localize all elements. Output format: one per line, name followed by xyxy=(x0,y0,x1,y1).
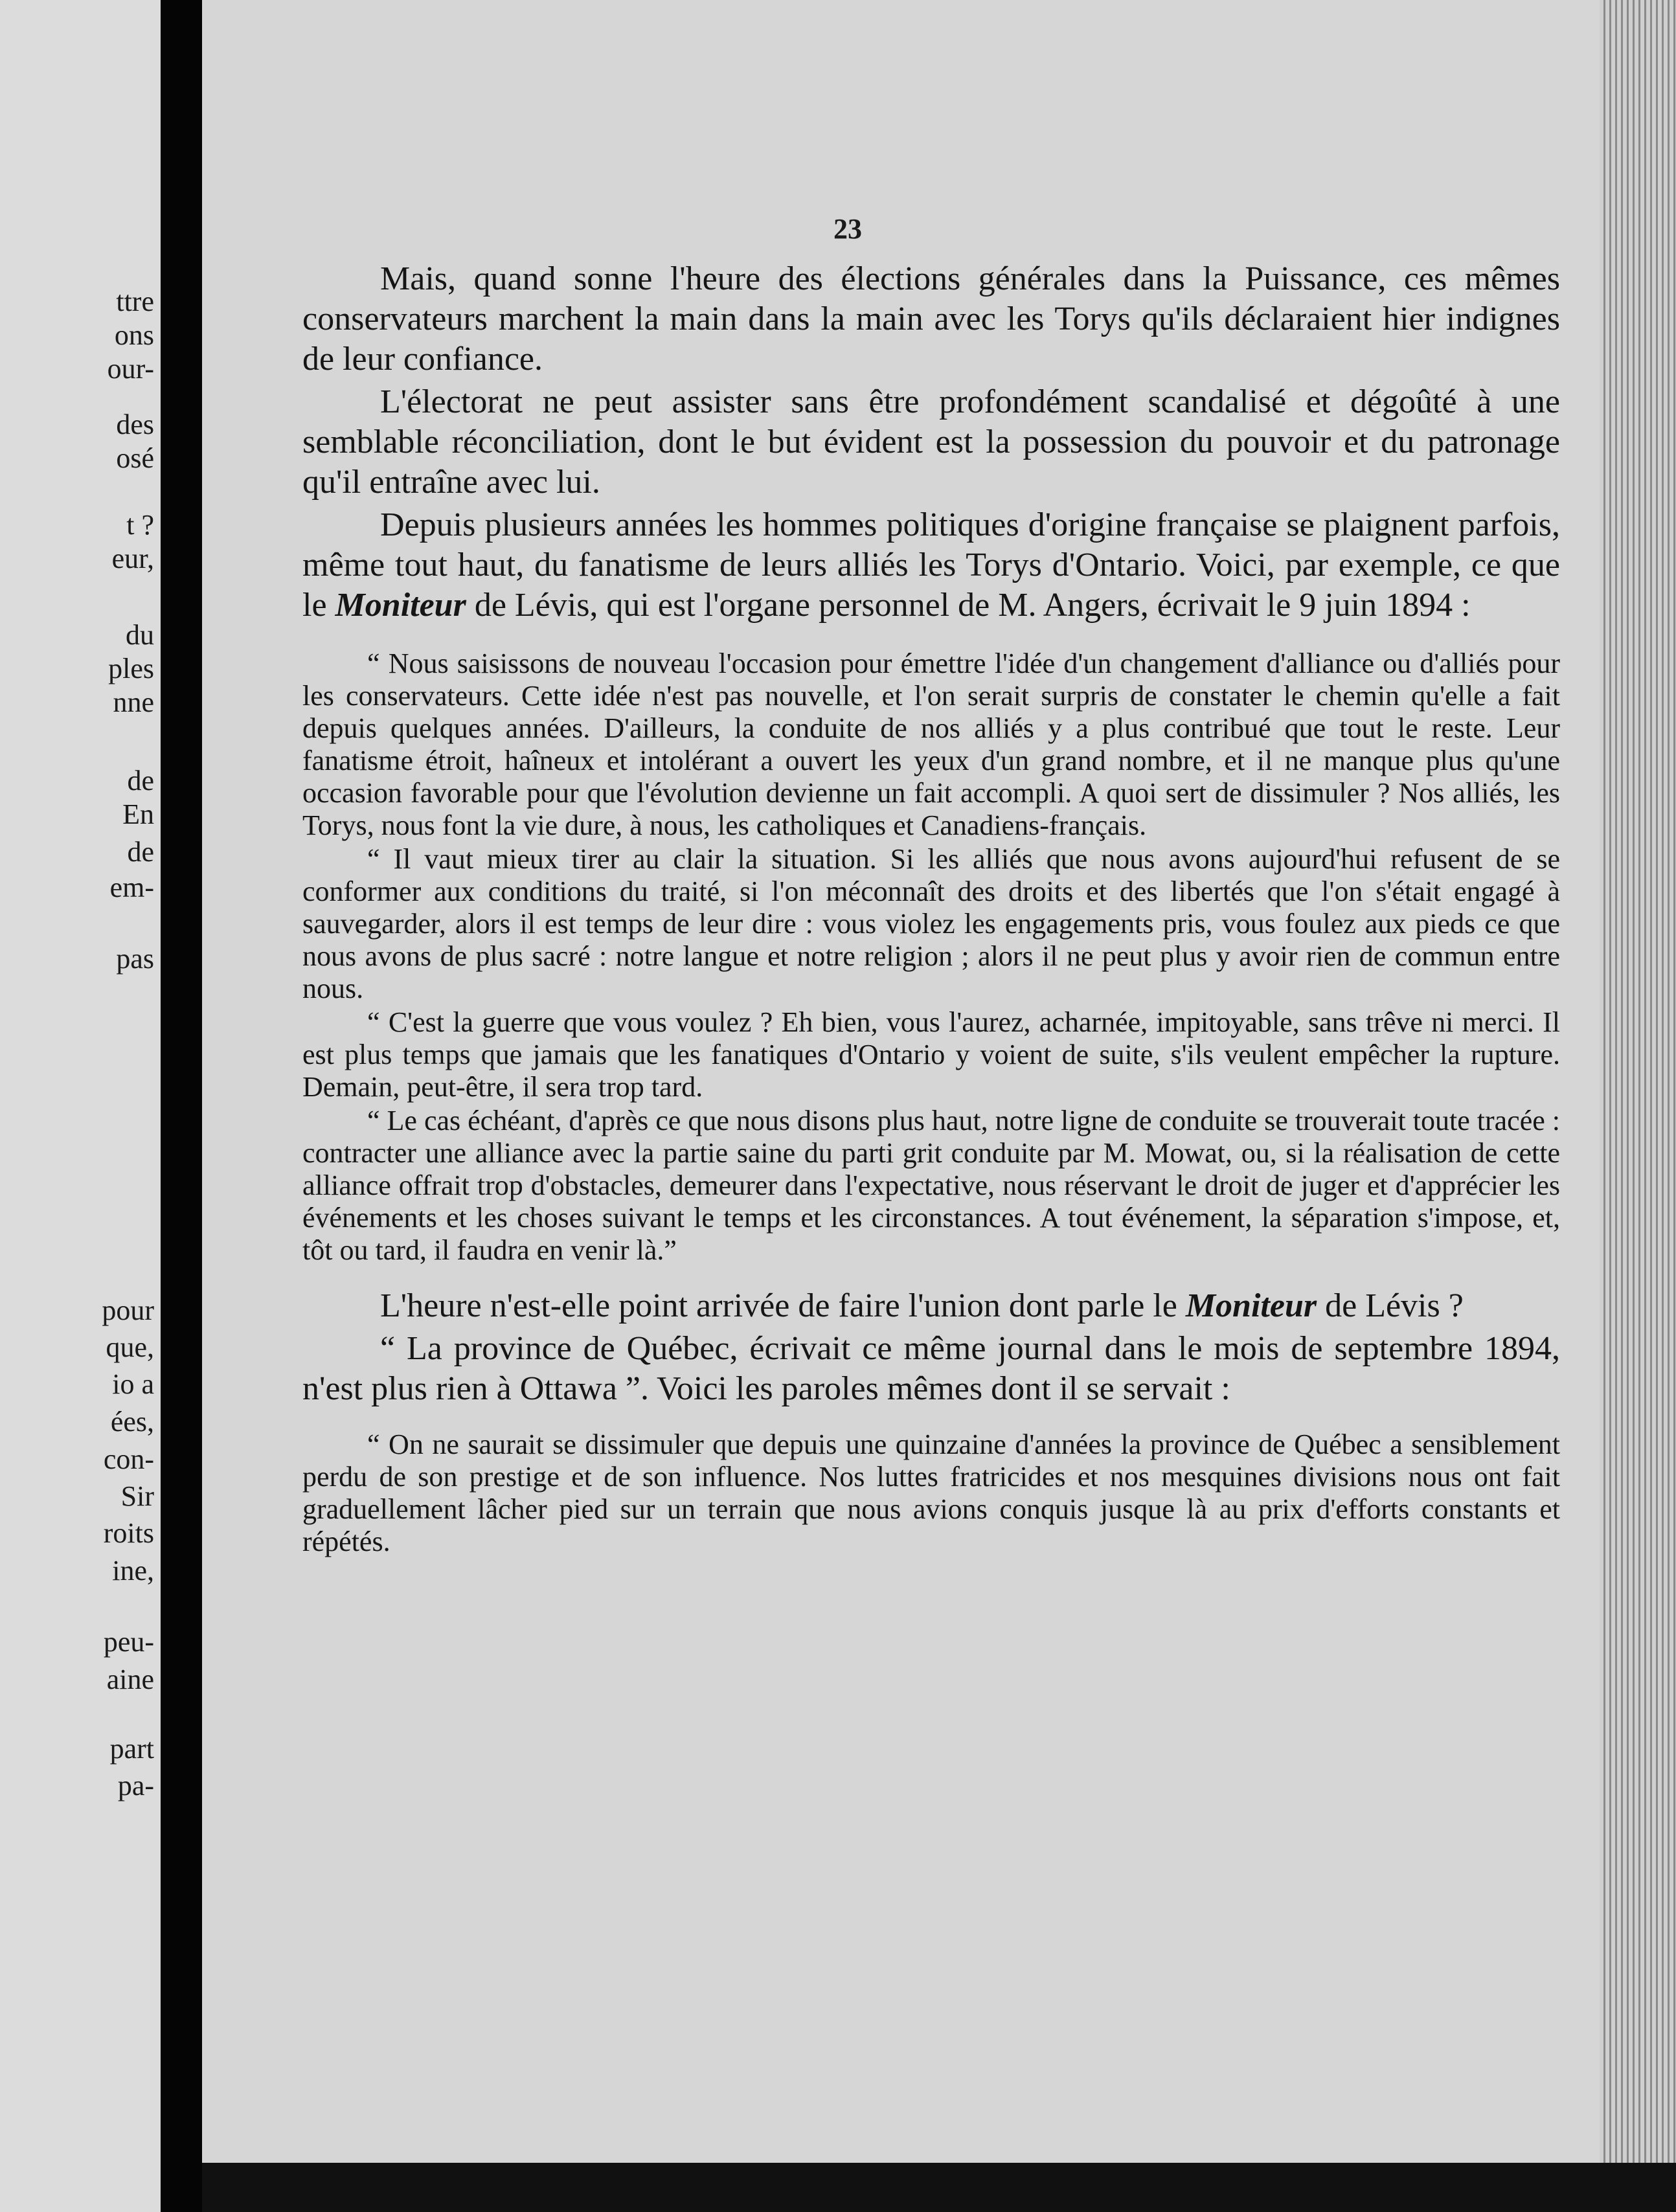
newspaper-title: Moniteur xyxy=(335,587,466,624)
fragment: em- xyxy=(109,872,154,903)
fragment: t ? xyxy=(126,509,154,541)
fragment: de xyxy=(127,765,154,796)
paragraph: “ La province de Québec, écrivait ce même journal dans le mois de septembre 1894, n'est plus rien à Ottawa ”. Voici les paroles mêmes dont il se servait : xyxy=(302,1330,1560,1407)
paragraph: Depuis plusieurs années les hommes politiques d'origine française se plaignent parfois, même tout haut, du fanatisme de leurs alliés les Torys d'Ontario. Voici, par exemple, ce que le Moniteur de Lévis, qui est l'organe personnel de M. Angers, écrivait le 9 juin 1894 : xyxy=(302,506,1560,624)
fragment: ttre xyxy=(116,286,154,317)
paragraph: Mais, quand sonne l'heure des élections générales dans la Puissance, ces mêmes conservateurs marchent la main dans la main avec les Torys qu'ils déclaraient hier indignes de leur confiance. xyxy=(302,260,1560,378)
quoted-paragraph: “ On ne saurait se dissimuler que depuis une quinzaine d'années la province de Québec a sensiblement perdu de son prestige et de son influence. Nos luttes fratricides et nos mesquines divisions nous ont fait graduellement lâcher pied sur un terrain que nous avions conquis jusque là au prix d'efforts constants et répétés. xyxy=(302,1428,1560,1557)
quoted-paragraph: “ C'est la guerre que vous voulez ? Eh bien, vous l'aurez, acharnée, impitoyable, sans trêve ni merci. Il est plus temps que jamais que les fanatiques d'Ontario y voient de suite, s'ils veulent empêcher la rupture. Demain, peut-être, il sera trop tard. xyxy=(302,1006,1560,1103)
fragment: de xyxy=(127,836,154,868)
fragment: des xyxy=(116,409,154,440)
fragment: ine, xyxy=(112,1555,154,1586)
fragment: eur, xyxy=(111,543,154,574)
page-body xyxy=(302,259,1560,1559)
fragment: ons xyxy=(114,319,154,351)
fragment: En xyxy=(122,798,154,830)
fragment: osé xyxy=(116,442,154,474)
fragment: io a xyxy=(112,1368,154,1400)
fragment: pa- xyxy=(117,1770,154,1801)
fragment: peu- xyxy=(103,1626,154,1658)
page-stack-edges xyxy=(1600,0,1676,2212)
fragment: ées, xyxy=(110,1406,154,1438)
fragment: Sir xyxy=(120,1480,154,1512)
facing-page-edge xyxy=(0,0,161,2212)
fragment: que, xyxy=(106,1331,154,1363)
newspaper-title: Moniteur xyxy=(1185,1287,1317,1324)
page-number: 23 xyxy=(833,213,862,245)
fragment: our- xyxy=(107,353,154,385)
fragment: pas xyxy=(116,943,154,975)
fragment: nne xyxy=(113,686,154,718)
fragment: aine xyxy=(106,1664,154,1695)
fragment: pour xyxy=(102,1294,154,1326)
quoted-paragraph: “ Il vaut mieux tirer au clair la situation. Si les alliés que nous avons aujourd'hui refusent de se conformer aux conditions du traité, si l'on méconnaît des droits et des libertés que l'on s'était engagé à sauvegarder, alors il est temps de leur dire : vous violez les engagements pris, vous foulez aux pieds ce que nous avons de plus sacré : notre langue et notre religion ; alors il ne peut plus y avoir rien de commun entre nous. xyxy=(302,843,1560,1004)
fragment: du xyxy=(126,619,154,651)
scan-bottom-border xyxy=(202,2163,1676,2212)
quoted-paragraph: “ Nous saisissons de nouveau l'occasion pour émettre l'idée d'un changement d'alliance ou d'alliés pour les conservateurs. Cette idée n'est pas nouvelle, et l'on serait surpris de constater le chemin qu'elle a fait depuis quelques années. D'ailleurs, la conduite de nos alliés y a plus contribué que tout le reste. Leur fanatisme étroit, haîneux et intolérant a ouvert les yeux d'un grand nombre, et il ne manque plus qu'une occasion favorable pour que l'évolution devienne un fait accompli. A quoi sert de dissimuler ? Nos alliés, les Torys, nous font la vie dure, à nous, les catholiques et Canadiens-français. xyxy=(302,648,1560,841)
fragment: con- xyxy=(103,1443,154,1475)
paragraph: L'électorat ne peut assister sans être profondément scandalisé et dégoûté à une semblable réconciliation, dont le but évident est la possession du pouvoir et du patronage qu'il entraîne avec lui. xyxy=(302,383,1560,501)
fragment: ples xyxy=(108,653,154,684)
fragment: part xyxy=(109,1733,154,1765)
quoted-paragraph: “ Le cas échéant, d'après ce que nous disons plus haut, notre ligne de conduite se trouverait toute tracée : contracter une alliance avec la partie saine du parti grit conduite par M. Mowat, ou, si la réalisation de cette alliance offrait trop d'obstacles, demeurer dans l'expectative, nous réservant le droit de juger et d'apprécier les événements et les choses suivant le temps et les circonstances. A tout événement, la séparation s'impose, et, tôt ou tard, il faudra en venir là.” xyxy=(302,1105,1560,1266)
fragment: roits xyxy=(103,1517,154,1549)
paragraph: L'heure n'est-elle point arrivée de faire l'union dont parle le Moniteur de Lévis ? xyxy=(380,1287,1464,1324)
book-page xyxy=(202,0,1627,2212)
book-gutter xyxy=(161,0,202,2212)
